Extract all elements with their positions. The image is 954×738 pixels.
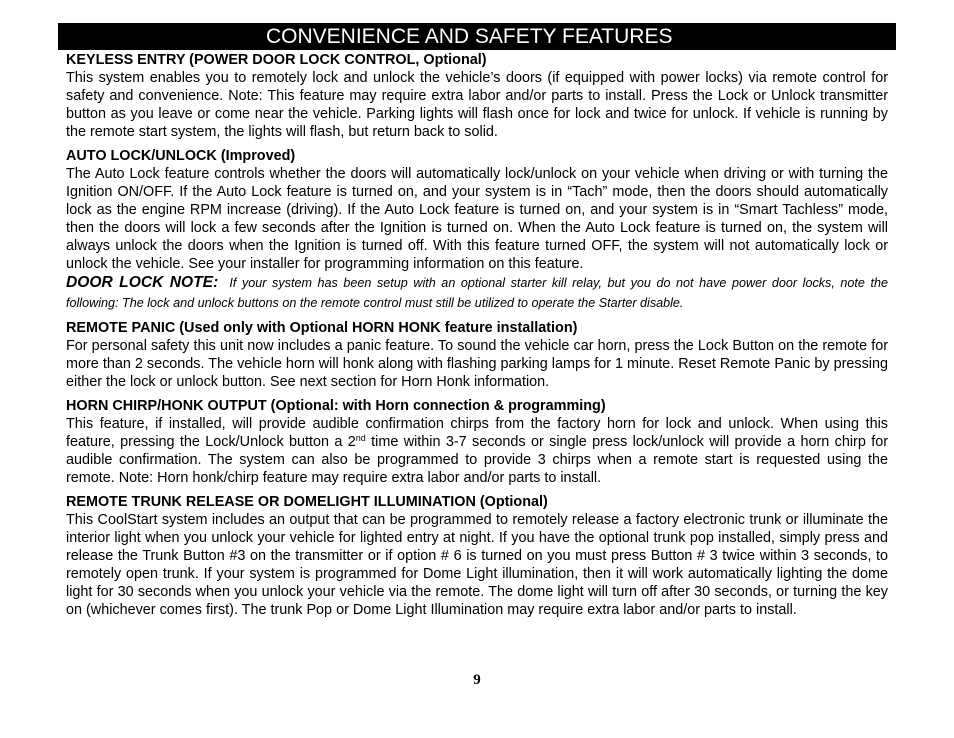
horn-body-superscript: nd [355, 433, 366, 443]
section-body-keyless-entry: This system enables you to remotely lock and unlock the vehicle’s doors (if equipped with power locks) via remote control for safety and convenience. Note: This feature may require extra labor and/or parts to install. Press the Lock or Unlock transmitter button as you leave or come near the vehicle. Parking lights will flash once for lock and twice for unlock. If vehicle is running by the remote start system, the lights will flash, but return back to solid. [66, 70, 888, 140]
horn-body-part1: This feature, if installed, will provide audible confirmation chirps from the factory horn for lock and unlock. When using this feature, pressing the Lock/Unlock button a 2 [66, 416, 888, 450]
section-keyless-entry [66, 51, 888, 141]
section-body-auto-lock: The Auto Lock feature controls whether the doors will automatically lock/unlock on your vehicle when driving or with turning the Ignition ON/OFF. If the Auto Lock feature is turned on, and your system is in “Tach” mode, then the doors should automatically lock as the engine RPM increase (driving). If the Auto Lock feature is turned on, and your system is in “Smart Tachless” mode, then the doors will lock a few seconds after the Ignition is turned on. When the Auto Lock feature is turned on, the system will always unlock the doors when the Ignition is turned off. With this feature turned OFF, the system will not automatically lock or unlock the vehicle. See your installer for programming information on this feature. [66, 166, 888, 272]
section-heading-remote-panic: REMOTE PANIC (Used only with Optional HORN HONK feature installation) [66, 320, 578, 336]
page-title: CONVENIENCE AND SAFETY FEATURES [58, 23, 896, 50]
section-remote-panic [66, 319, 888, 391]
page-number: 9 [473, 672, 481, 688]
door-lock-note [66, 273, 888, 313]
section-heading-horn-chirp: HORN CHIRP/HONK OUTPUT (Optional: with Horn connection & programming) [66, 398, 606, 414]
section-heading-auto-lock: AUTO LOCK/UNLOCK (Improved) [66, 148, 296, 164]
document-body [66, 51, 888, 619]
section-body-remote-panic: For personal safety this unit now includes a panic feature. To sound the vehicle car horn, press the Lock Button on the remote for more than 2 seconds. The vehicle horn will honk along with flashing parking lamps for 1 minute. Reset Remote Panic by pressing either the lock or unlock button. See next section for Horn Honk information. [66, 338, 888, 390]
section-horn-chirp [66, 397, 888, 487]
section-body-trunk-release: This CoolStart system includes an output that can be programmed to remotely release a factory electronic trunk or illuminate the interior light when you unlock your vehicle for lighted entry at night. If you have the optional trunk pop installed, simply press and release the Trunk Button #3 on the transmitter or if option # 6 is turned on you must press Button # 3 twice within 3 seconds, to remotely open trunk. If your system is programmed for Dome Light illumination, then it will work automatically lighting the dome light for 30 seconds when you unlock your vehicle via the remote. The dome light will turn off after 30 seconds, or turning the key on (whichever comes first). The trunk Pop or Dome Light Illumination may require extra labor and/or parts to install. [66, 512, 888, 618]
section-trunk-release [66, 493, 888, 619]
door-lock-note-text: If your system has been setup with an optional starter kill relay, but you do not have power door locks, note the following: The lock and unlock buttons on the remote control must still be utilized to operate the Starter disable. [66, 276, 888, 310]
section-auto-lock [66, 147, 888, 313]
horn-body-part2: time within 3-7 seconds or single press lock/unlock will provide a horn chirp for audible confirmation. The system can also be programmed to provide 3 chirps when a remote start is requested using the remote. Note: Horn honk/chirp feature may require extra labor and/or parts to install. [66, 434, 888, 486]
section-heading-trunk-release: REMOTE TRUNK RELEASE OR DOMELIGHT ILLUMINATION (Optional) [66, 494, 548, 510]
section-heading-keyless-entry: KEYLESS ENTRY (POWER DOOR LOCK CONTROL, Optional) [66, 52, 487, 68]
section-body-horn-chirp [66, 415, 888, 487]
door-lock-note-label: DOOR LOCK NOTE: [66, 274, 219, 291]
